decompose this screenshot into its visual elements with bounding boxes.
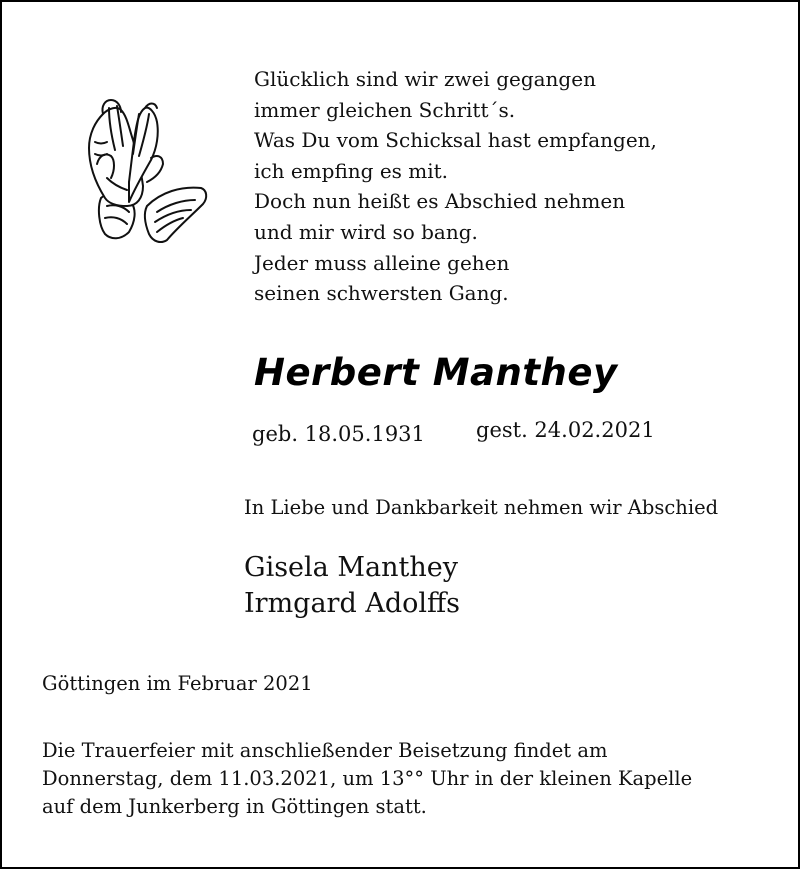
mourners-list xyxy=(244,550,460,622)
poem-line: Jeder muss alleine gehen xyxy=(254,250,510,275)
farewell-line: In Liebe und Dankbarkeit nehmen wir Abschied xyxy=(244,496,719,519)
place-date: Göttingen im Februar 2021 xyxy=(42,672,313,695)
poem-line: Doch nun heißt es Abschied nehmen xyxy=(254,189,626,214)
mourner-name: Gisela Manthey xyxy=(244,552,458,583)
mourner-name: Irmgard Adolffs xyxy=(244,588,461,619)
birth-date: geb. 18.05.1931 xyxy=(252,422,425,446)
poem-line: seinen schwersten Gang. xyxy=(254,281,509,306)
death-date: gest. 24.02.2021 xyxy=(476,418,655,442)
funeral-info-line: Donnerstag, dem 11.03.2021, um 13°° Uhr in der kleinen Kapelle xyxy=(42,767,693,790)
deceased-name: Herbert Manthey xyxy=(254,351,618,394)
poem-line: immer gleichen Schritt´s. xyxy=(254,97,516,122)
funeral-info xyxy=(42,737,692,821)
funeral-info-line: Die Trauerfeier mit anschließender Beisetzung findet am xyxy=(42,739,608,762)
poem-line: Glücklich sind wir zwei gegangen xyxy=(254,67,596,91)
funeral-info-line: auf dem Junkerberg in Göttingen statt. xyxy=(42,795,427,818)
poem xyxy=(254,64,657,309)
praying-hands-icon xyxy=(77,94,209,246)
poem-line: ich empfing es mit. xyxy=(254,158,449,183)
poem-line: Was Du vom Schicksal hast empfangen, xyxy=(254,128,657,153)
poem-line: und mir wird so bang. xyxy=(254,219,478,244)
